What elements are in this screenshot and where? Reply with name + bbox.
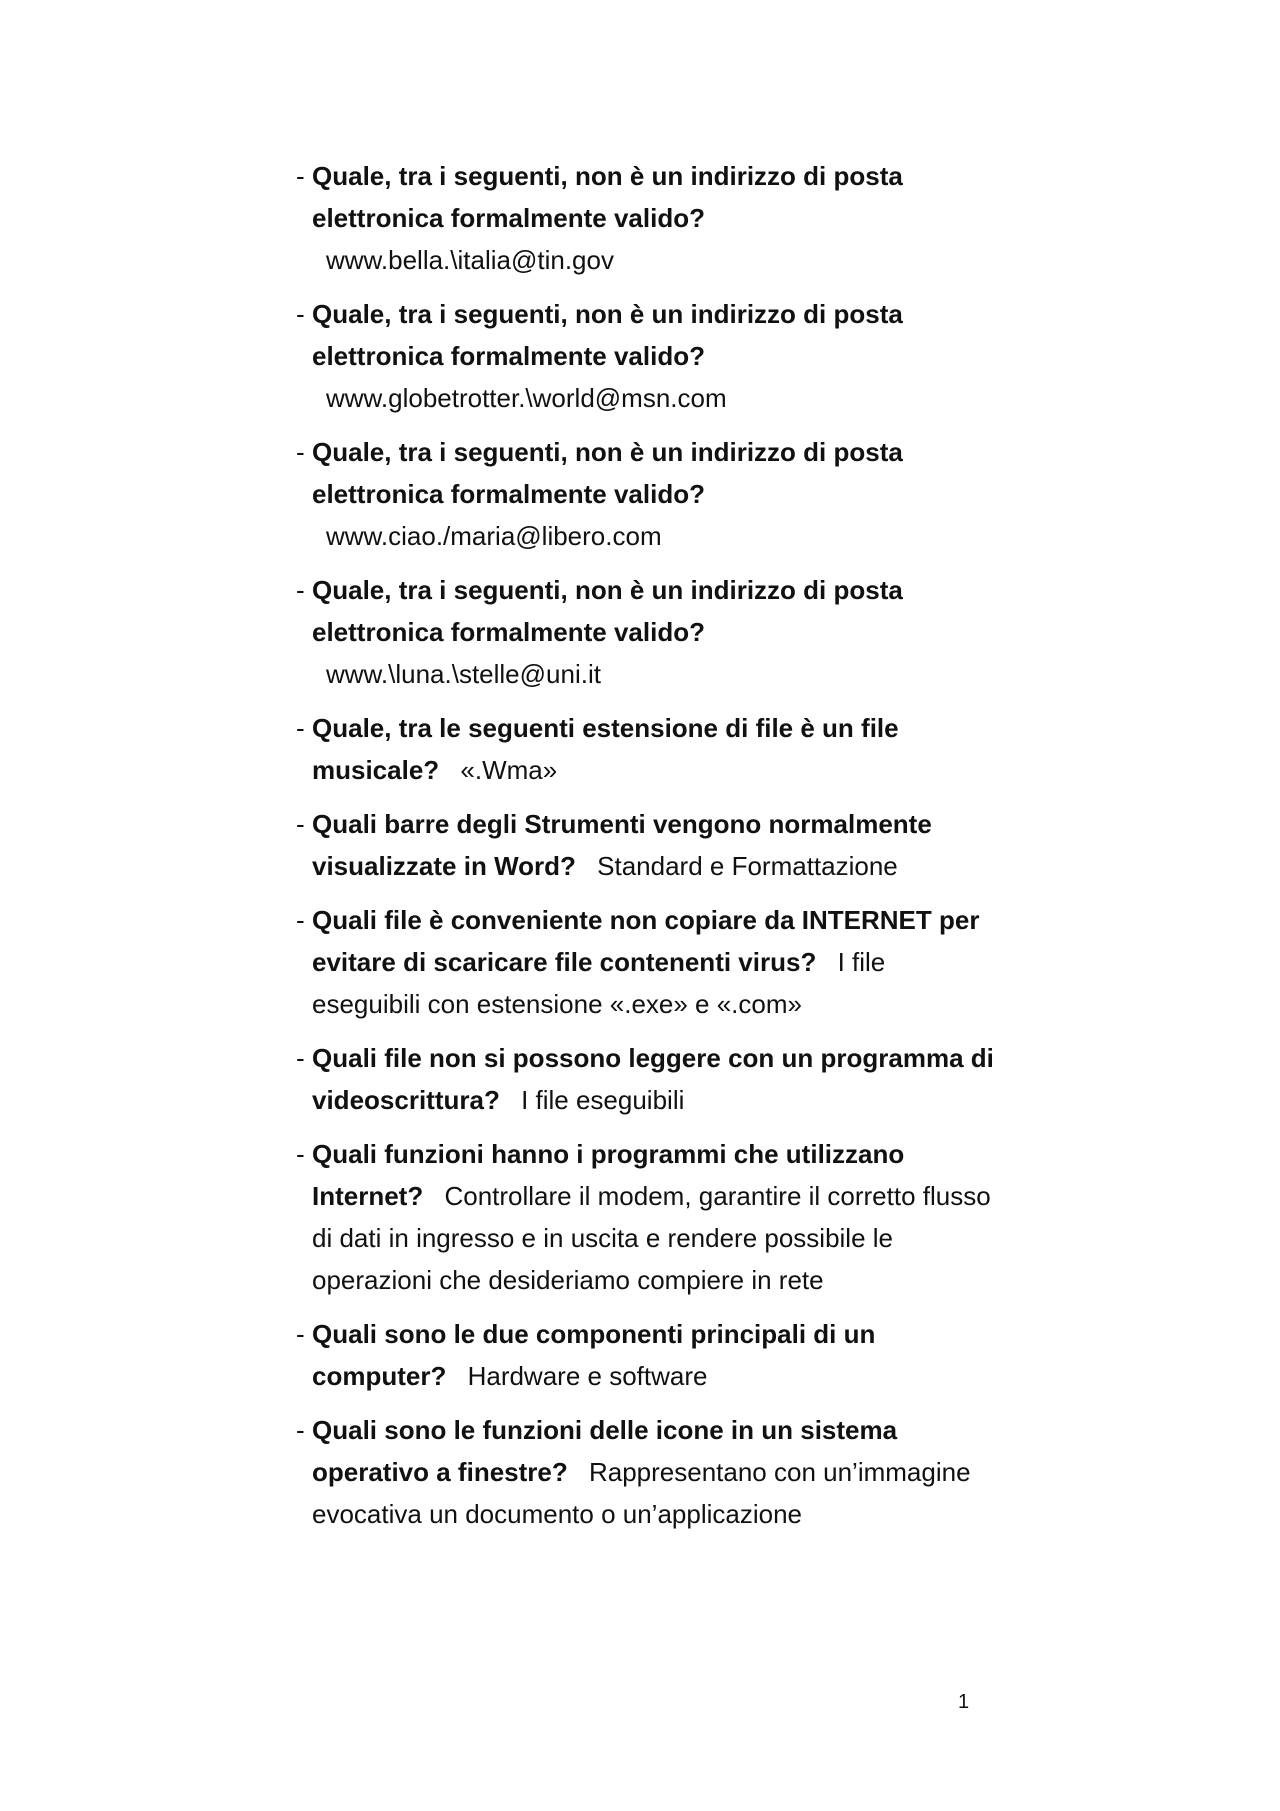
dash-bullet: - — [296, 1043, 305, 1073]
qa-item-11 — [296, 1409, 996, 1535]
answer-text: «.Wma» — [460, 755, 558, 785]
dash-bullet: - — [296, 161, 305, 191]
question-text: Quale, tra i seguenti, non è un indirizzo di posta elettronica formalmente valido? — [312, 437, 903, 509]
dash-bullet: - — [296, 713, 305, 743]
qa-list — [296, 155, 996, 1547]
question-text: Quale, tra i seguenti, non è un indirizzo di posta elettronica formalmente valido? — [312, 161, 903, 233]
dash-bullet: - — [296, 1415, 305, 1445]
dash-bullet: - — [296, 575, 305, 605]
dash-bullet: - — [296, 1319, 305, 1349]
dash-bullet: - — [296, 809, 305, 839]
qa-item-2 — [296, 293, 996, 419]
qa-item-1 — [296, 155, 996, 281]
question-text: Quali sono le funzioni delle icone in un sistema operativo a finestre? — [312, 1415, 898, 1487]
answer-text: www.bella.\italia@tin.gov — [326, 245, 614, 275]
question-text: Quali sono le due componenti principali di un computer? — [312, 1319, 876, 1391]
qa-item-6 — [296, 803, 996, 887]
answer-text: www.globetrotter.\world@msn.com — [326, 383, 727, 413]
qa-item-9 — [296, 1133, 996, 1301]
question-text: Quali barre degli Strumenti vengono normalmente visualizzate in Word? — [312, 809, 932, 881]
answer-text: Hardware e software — [467, 1361, 708, 1391]
answer-text: Controllare il modem, garantire il corretto flusso di dati in ingresso e in uscita e rendere possibile le operazioni che desideriamo compiere in rete — [312, 1181, 991, 1295]
page-number: 1 — [958, 1691, 970, 1713]
answer-text: www.\luna.\stelle@uni.it — [326, 659, 601, 689]
qa-item-5 — [296, 707, 996, 791]
answer-text: Standard e Formattazione — [597, 851, 898, 881]
qa-item-10 — [296, 1313, 996, 1397]
question-text: Quale, tra i seguenti, non è un indirizzo di posta elettronica formalmente valido? — [312, 299, 903, 371]
question-text: Quali funzioni hanno i programmi che utilizzano Internet? — [312, 1139, 905, 1211]
question-text: Quali file è conveniente non copiare da INTERNET per evitare di scaricare file contenenti virus? — [312, 905, 980, 977]
answer-text: I file eseguibili con estensione «.exe» e «.com» — [312, 947, 886, 1019]
answer-text: I file eseguibili — [521, 1085, 685, 1115]
qa-item-3 — [296, 431, 996, 557]
answer-text: Rappresentano con un’immagine evocativa un documento o un’applicazione — [312, 1457, 971, 1529]
qa-item-8 — [296, 1037, 996, 1121]
qa-item-7 — [296, 899, 996, 1025]
qa-item-4 — [296, 569, 996, 695]
dash-bullet: - — [296, 905, 305, 935]
answer-text: www.ciao./maria@libero.com — [326, 521, 662, 551]
dash-bullet: - — [296, 299, 305, 329]
question-text: Quale, tra i seguenti, non è un indirizzo di posta elettronica formalmente valido? — [312, 575, 903, 647]
dash-bullet: - — [296, 1139, 305, 1169]
question-text: Quali file non si possono leggere con un programma di videoscrittura? — [312, 1043, 994, 1115]
question-text: Quale, tra le seguenti estensione di file è un file musicale? — [312, 713, 899, 785]
dash-bullet: - — [296, 437, 305, 467]
